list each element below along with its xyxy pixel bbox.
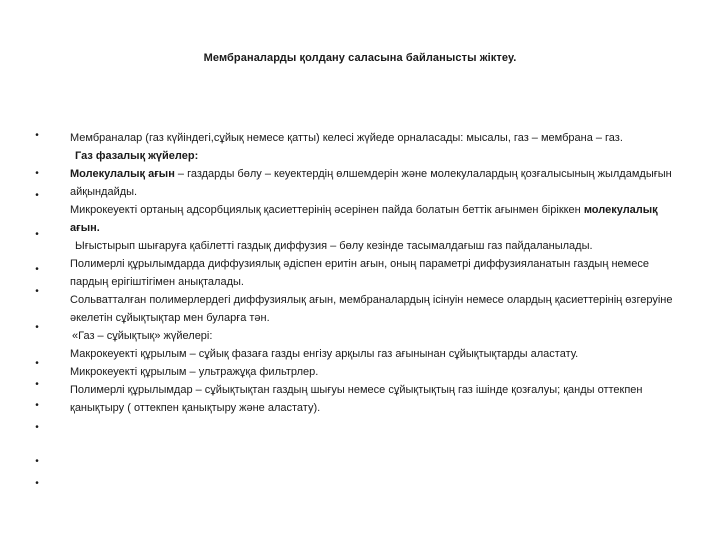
bullet-icon: • [35, 379, 39, 390]
bullet-icon: • [35, 190, 39, 201]
bullet-icon: • [35, 400, 39, 411]
paragraph-text: Мембраналар (газ күйіндегі,сұйық немесе қатты) келесі жүйеде орналасады: мысалы, газ – мембрана – газ. [70, 132, 623, 144]
bullet-icon: • [35, 422, 39, 433]
paragraph-text: Газ фазалық жүйелер: [75, 150, 199, 162]
paragraph-text: Макрокеуекті құрылым – сұйық фазаға газды енгізу арқылы газ ағынынан сұйықтықтарды аластату. [70, 348, 579, 360]
bullet-icon: • [35, 478, 39, 489]
list-item [70, 147, 690, 165]
bullet-icon: • [35, 168, 39, 179]
list-item [70, 129, 690, 147]
bullet-list [70, 129, 690, 417]
list-item [70, 237, 690, 255]
slide-title: Мембраналарды қолдану саласына байланысты жіктеу. [203, 52, 517, 64]
bullet-icon: • [35, 229, 39, 240]
list-item [70, 165, 690, 201]
list-item [70, 291, 690, 327]
bullet-icon: • [35, 286, 39, 297]
list-item [70, 201, 690, 237]
paragraph-text: Полимерлі құрылымдарда диффузиялық әдіспен еритін ағын, оның параметрі диффузияланатын газдың немесе пардың ерігіштігімен анықталады. [70, 258, 649, 288]
paragraph-bold-text: молекулалық ағын. [70, 204, 658, 234]
bullet-icon: • [35, 358, 39, 369]
list-item [70, 255, 690, 291]
bullet-icon: • [35, 322, 39, 333]
paragraph-text: «Газ – сұйықтық» жүйелері: [72, 330, 213, 342]
list-item [70, 345, 690, 363]
paragraph-text: Сольватталған полимерлердегі диффузиялық ағын, мембраналардың ісінуін немесе олардың қасиеттерінің өзгеруіне әкелетін сұйықтықтар мен буларға тән. [70, 294, 673, 324]
paragraph-text: – газдарды бөлу – кеуектердің өлшемдерін және молекулалардың қозғалысының жылдамдығын айқындайды. [70, 168, 672, 198]
list-item [70, 363, 690, 381]
bullet-icon: • [35, 130, 39, 141]
bullet-icon: • [35, 264, 39, 275]
paragraph-text: Микрокеуекті ортаның адсорбциялық қасиеттерінің әсерінен пайда болатын беттік ағынмен біріккен [70, 204, 584, 216]
bullet-icon: • [35, 456, 39, 467]
list-item [70, 327, 690, 345]
list-item [70, 381, 690, 417]
paragraph-text: Микрокеуекті құрылым – ультражұқа фильтрлер. [70, 366, 319, 378]
paragraph-text: Полимерлі құрылымдар – сұйықтықтан газдың шығуы немесе сұйықтықтың газ ішінде қозғалуы; қанды оттекпен қанықтыру ( оттекпен қанықтыру және аластату). [70, 384, 643, 414]
paragraph-bold-text: Молекулалық ағын [70, 168, 175, 180]
paragraph-text: Ығыстырып шығаруға қабілетті газдық диффузия – бөлу кезінде тасымалдағыш газ пайдаланылады. [75, 240, 593, 252]
